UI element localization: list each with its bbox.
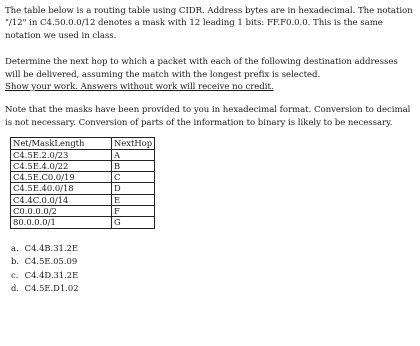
question-paragraph (5, 56, 415, 93)
next-hop-cell: D (112, 183, 155, 194)
instruction-text: Show your work. Answers without work will receive no credit. (5, 82, 274, 93)
item-letter: d. (11, 283, 20, 294)
list-item (11, 255, 415, 269)
net-mask-cell: C4.5E.C0.0/19 (11, 172, 112, 183)
table-row (11, 160, 155, 171)
next-hop-cell: G (112, 217, 155, 228)
table-header-row (11, 138, 155, 149)
destination-address: C4.4B.31.2E (24, 242, 78, 253)
item-letter: a. (11, 242, 19, 253)
destination-address: C4.4D.31.2E (24, 269, 79, 280)
table-row (11, 194, 155, 205)
list-item (11, 282, 415, 296)
address-list (11, 242, 415, 296)
list-item (11, 269, 415, 283)
list-item (11, 242, 415, 256)
question-text: Determine the next hop to which a packet with each of the following destination addresses will be delivered, assuming the match with the longest prefix is selected. (5, 57, 398, 80)
net-mask-cell: C4.5E.4.0/22 (11, 160, 112, 171)
table-row (11, 183, 155, 194)
net-mask-cell: C0.0.0.0/2 (11, 206, 112, 217)
document-page (5, 5, 415, 296)
net-mask-cell: C4.4C.0.0/14 (11, 194, 112, 205)
intro-paragraph: The table below is a routing table using CIDR. Address bytes are in hexadecimal. The notation "/12" in C4.50.0.0/12 denotes a mask with 12 leading 1 bits: FF.F0.0.0. This is the same notation we used in class. (5, 6, 413, 41)
column-header-net-mask: Net/MaskLength (11, 138, 112, 149)
net-mask-cell: 80.0.0.0/1 (11, 217, 112, 228)
item-letter: c. (11, 269, 19, 280)
destination-address: C4.5E.05.09 (24, 256, 78, 267)
next-hop-cell: C (112, 172, 155, 183)
table-row (11, 217, 155, 228)
net-mask-cell: C4.5E.40.0/18 (11, 183, 112, 194)
next-hop-cell: F (112, 206, 155, 217)
next-hop-cell: A (112, 149, 155, 160)
next-hop-cell: B (112, 160, 155, 171)
table-row (11, 206, 155, 217)
destination-address: C4.5E.D1.02 (24, 283, 79, 294)
note-paragraph: Note that the masks have been provided to you in hexadecimal format. Conversion to decimal is not necessary. Conversion of parts of the information to binary is likely to be necessary. (5, 105, 411, 128)
table-row (11, 172, 155, 183)
net-mask-cell: C4.5E.2.0/23 (11, 149, 112, 160)
next-hop-cell: E (112, 194, 155, 205)
routing-table (10, 137, 155, 228)
column-header-next-hop: NextHop (112, 138, 155, 149)
item-letter: b. (11, 256, 20, 267)
table-row (11, 149, 155, 160)
